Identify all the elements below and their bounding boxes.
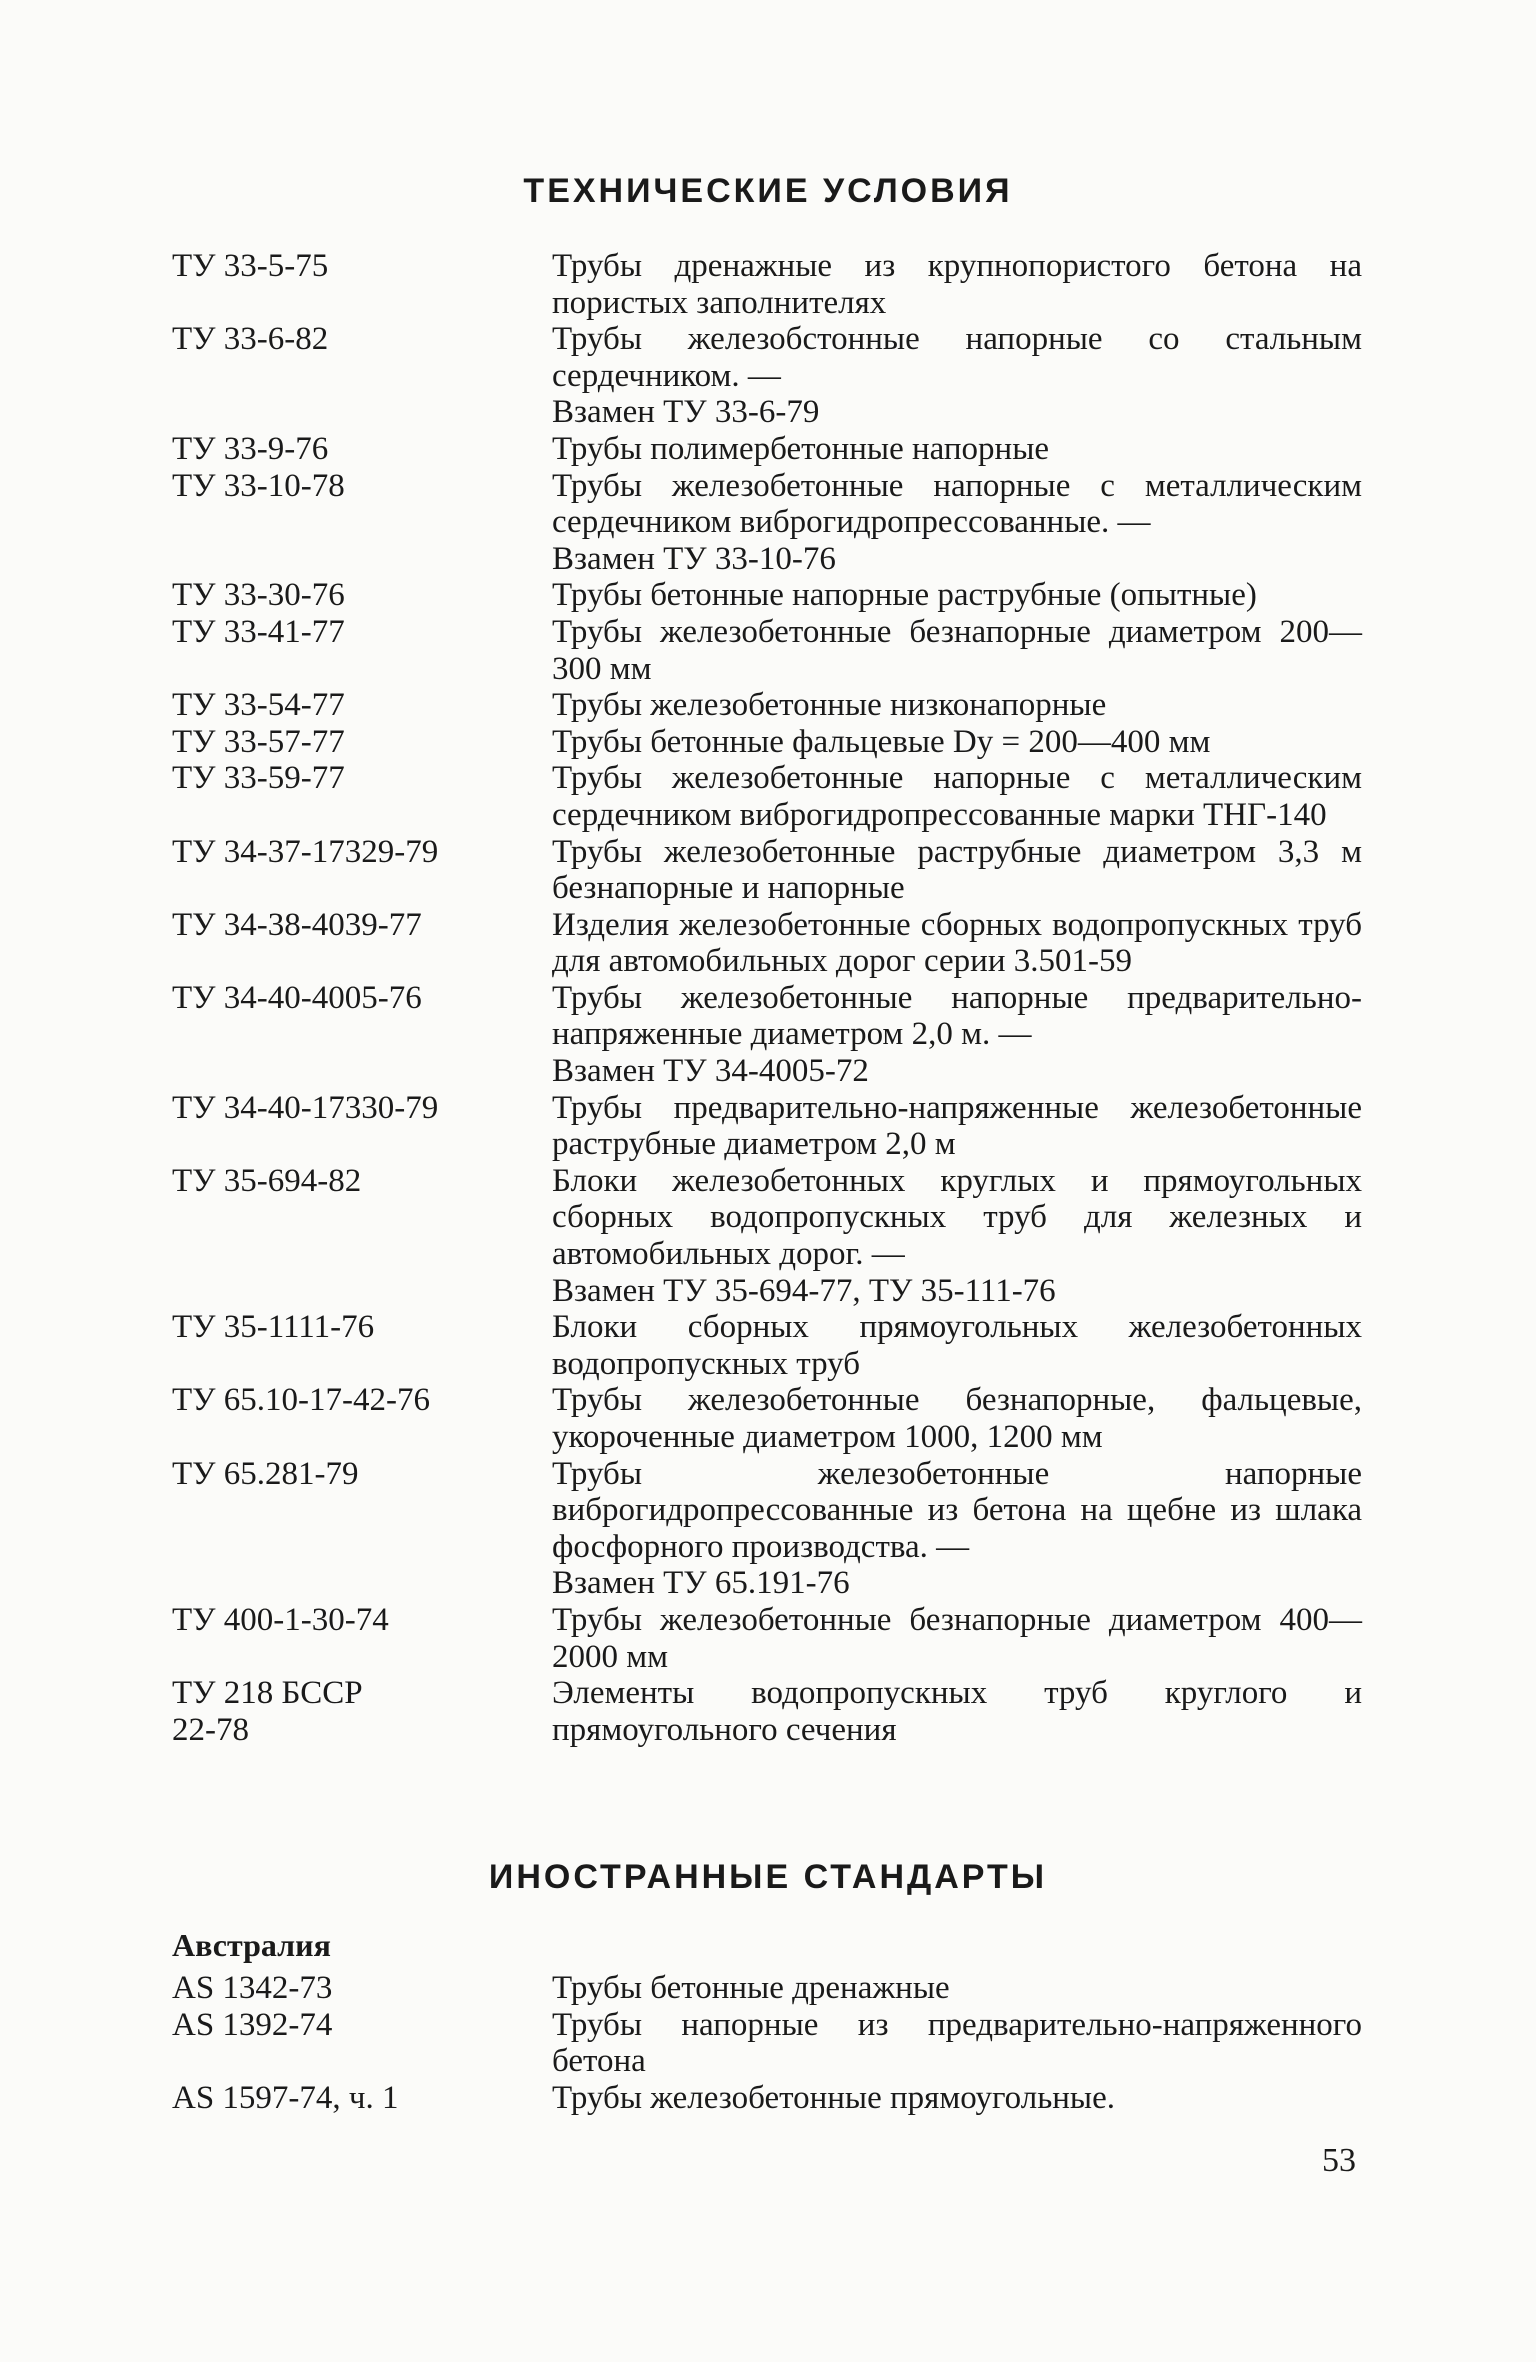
entry-code: ТУ 218 БССР 22-78 (172, 1675, 363, 1749)
entry-row (0, 724, 1536, 761)
entry-code: ТУ 65.281-79 (172, 1455, 359, 1492)
entry-code: ТУ 34-40-17330-79 (172, 1089, 439, 1126)
entry-row (0, 907, 1536, 980)
entry-row (0, 687, 1536, 724)
entry-row (0, 321, 1536, 431)
entry-description: Трубы железобетонные напорные с металлическим сердечником виброгидропрессованные марки ТНГ-140 (552, 760, 1362, 833)
entry-description: Трубы дренажные из крупнопористого бетона на пористых заполнителях (552, 248, 1362, 321)
entry-row (0, 614, 1536, 687)
entry-code: ТУ 34-38-4039-77 (172, 906, 422, 943)
entry-row (0, 1456, 1536, 1602)
entry-code: ТУ 33-10-78 (172, 467, 345, 504)
entry-code: ТУ 34-37-17329-79 (172, 833, 439, 870)
entry-description: Трубы железобетонные прямоугольные. (552, 2079, 1115, 2116)
entry-description: Трубы железобетонные раструбные диаметром 3,3 м безнапорные и напорные (552, 833, 1362, 907)
entry-code: ТУ 35-694-82 (172, 1162, 362, 1199)
entry-description: Блоки сборных прямоугольных железобетонных водопропускных труб (552, 1309, 1362, 1382)
entry-row (0, 980, 1536, 1090)
entry-code: ТУ 33-30-76 (172, 577, 345, 614)
entry-code: ТУ 33-59-77 (172, 760, 345, 797)
entry-row (0, 468, 1536, 578)
entry-description: Элементы водопропускных труб круглого и прямоугольного сечения (552, 1675, 1362, 1748)
entry-row (0, 431, 1536, 468)
country-heading: Австралия (172, 1927, 331, 1963)
entry-code: ТУ 33-9-76 (172, 430, 329, 467)
entry-row (0, 1382, 1536, 1455)
entry-description: Трубы напорные из предварительно-напряженного бетона (552, 2006, 1362, 2080)
entry-description: Трубы бетонные фальцевые Dу = 200—400 мм (552, 723, 1211, 760)
entry-row (0, 1675, 1536, 1748)
entry-code: ТУ 65.10-17-42-76 (172, 1382, 430, 1419)
entry-code: ТУ 400-1-30-74 (172, 1601, 389, 1638)
entry-row (0, 2080, 1536, 2117)
entry-row (0, 248, 1536, 321)
entry-description: Трубы предварительно-напряженные железобетонные раструбные диаметром 2,0 м (552, 1089, 1362, 1163)
page-number: 53 (1322, 2142, 1356, 2179)
entry-description: Трубы полимербетонные напорные (552, 430, 1050, 467)
entry-row (0, 2007, 1536, 2080)
entry-code: AS 1392-74 (172, 2006, 333, 2043)
entry-code: ТУ 34-40-4005-76 (172, 979, 422, 1016)
entry-row (0, 1090, 1536, 1163)
entry-code: ТУ 35-1111-76 (172, 1309, 375, 1346)
entry-code: ТУ 33-57-77 (172, 723, 345, 760)
entry-row (0, 834, 1536, 907)
entry-description: Трубы железобетонные напорные предварительно-напряженные диаметром 2,0 м. — Взамен ТУ 34-4005-72 (552, 979, 1362, 1090)
entry-row (0, 577, 1536, 614)
entry-description: Трубы железобетонные напорные виброгидропрессованные из бетона на щебне из шлака фосфорного производства. — Взамен ТУ 65.191-76 (552, 1455, 1362, 1602)
entry-code: ТУ 33-54-77 (172, 687, 345, 724)
entry-description: Трубы железобетонные безнапорные диаметром 200—300 мм (552, 613, 1362, 687)
entry-row (0, 1970, 1536, 2007)
entry-row (0, 1163, 1536, 1309)
entry-description: Трубы железобетонные напорные с металлическим сердечником виброгидропрессованные. — Взамен ТУ 33-10-76 (552, 467, 1362, 577)
entry-code: AS 1342-73 (172, 1970, 333, 2006)
foreign-standards-list (0, 1970, 1536, 2116)
entry-code: ТУ 33-6-82 (172, 321, 329, 358)
entry-description: Трубы железобстонные напорные со стальным сердечником. — Взамен ТУ 33-6-79 (552, 321, 1362, 431)
entry-description: Блоки железобетонных круглых и прямоугольных сборных водопропускных труб для железных и автомобильных дорог. — Взамен ТУ 35-694-77, ТУ 35-111-76 (552, 1162, 1362, 1309)
entry-code: ТУ 33-5-75 (172, 248, 329, 284)
entry-row (0, 1309, 1536, 1382)
entry-description: Трубы бетонные дренажные (552, 1970, 950, 2006)
entry-description: Трубы железобетонные безнапорные диаметром 400—2000 мм (552, 1601, 1362, 1675)
technical-conditions-list (0, 248, 1536, 1748)
entry-description: Трубы железобетонные безнапорные, фальцевые, укороченные диаметром 1000, 1200 мм (552, 1382, 1362, 1455)
entry-code: ТУ 33-41-77 (172, 613, 345, 650)
entry-description: Изделия железобетонные сборных водопропускных труб для автомобильных дорог серии 3.501-59 (552, 906, 1362, 980)
entry-description: Трубы бетонные напорные раструбные (опытные) (552, 577, 1257, 614)
entry-code: AS 1597-74, ч. 1 (172, 2079, 399, 2116)
entry-row (0, 1602, 1536, 1675)
section-title-technical-conditions: ТЕХНИЧЕСКИЕ УСЛОВИЯ (523, 172, 1013, 210)
entry-row (0, 760, 1536, 833)
section-title-foreign-standards: ИНОСТРАННЫЕ СТАНДАРТЫ (488, 1858, 1048, 1896)
entry-description: Трубы железобетонные низконапорные (552, 687, 1107, 724)
